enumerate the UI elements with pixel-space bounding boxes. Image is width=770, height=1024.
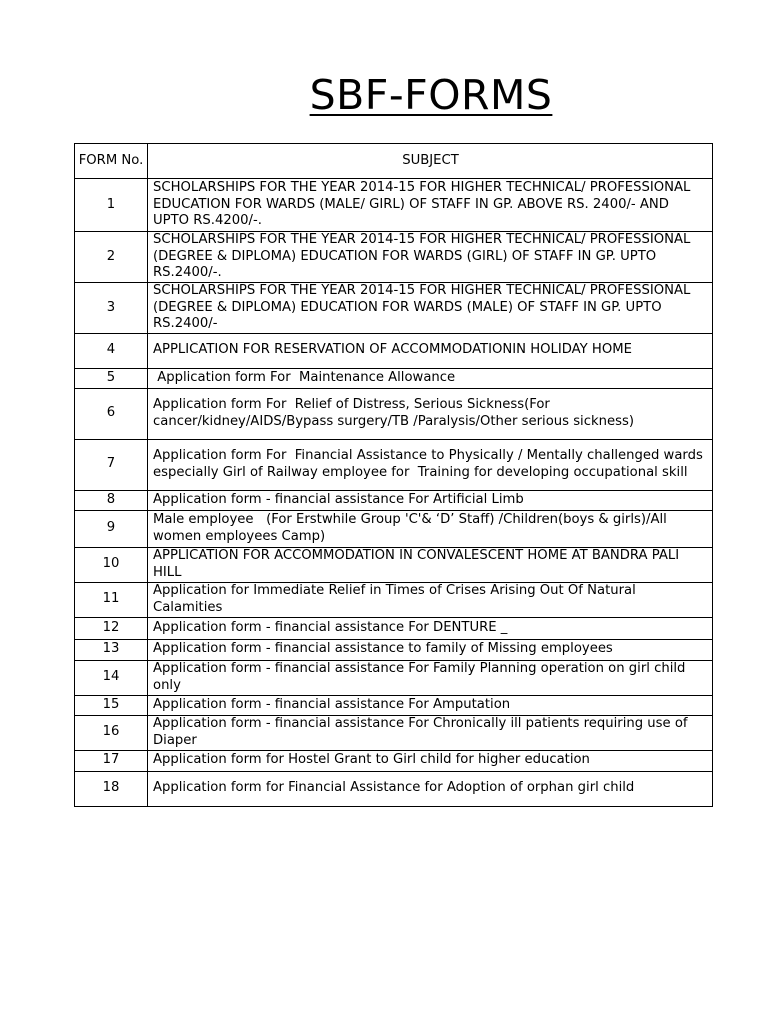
table-row xyxy=(75,715,713,750)
form-subject[interactable]: Application form For Maintenance Allowance xyxy=(148,368,713,388)
table-row xyxy=(75,283,713,334)
table-row xyxy=(75,639,713,660)
table-row xyxy=(75,388,713,439)
form-number: 17 xyxy=(75,750,148,771)
table-row xyxy=(75,510,713,547)
form-number: 14 xyxy=(75,660,148,695)
form-number: 6 xyxy=(75,388,148,439)
form-subject[interactable]: Application form - financial assistance For Amputation xyxy=(148,695,713,715)
form-subject[interactable]: APPLICATION FOR ACCOMMODATION IN CONVALESCENT HOME AT BANDRA PALI HILL xyxy=(148,547,713,582)
form-subject[interactable]: Application for Immediate Relief in Times of Crises Arising Out Of Natural Calamities xyxy=(148,582,713,617)
header-subject: SUBJECT xyxy=(148,144,713,179)
form-number: 12 xyxy=(75,617,148,639)
table-row xyxy=(75,750,713,771)
header-form-no: FORM No. xyxy=(75,144,148,179)
form-number: 10 xyxy=(75,547,148,582)
table-row xyxy=(75,582,713,617)
form-number: 7 xyxy=(75,439,148,490)
table-row xyxy=(75,695,713,715)
form-subject[interactable]: Application form - financial assistance For Artificial Limb xyxy=(148,490,713,510)
form-number: 3 xyxy=(75,283,148,334)
form-number: 4 xyxy=(75,333,148,368)
table-row xyxy=(75,368,713,388)
form-subject[interactable]: APPLICATION FOR RESERVATION OF ACCOMMODATIONIN HOLIDAY HOME xyxy=(148,333,713,368)
form-subject[interactable]: Application form for Financial Assistance for Adoption of orphan girl child xyxy=(148,771,713,806)
table-row xyxy=(75,617,713,639)
table-row xyxy=(75,179,713,232)
form-number: 9 xyxy=(75,510,148,547)
form-subject[interactable]: Male employee (For Erstwhile Group 'C'& ‘D’ Staff) /Children(boys & girls)/All women employees Camp) xyxy=(148,510,713,547)
form-number: 16 xyxy=(75,715,148,750)
form-subject[interactable]: Application form - financial assistance to family of Missing employees xyxy=(148,639,713,660)
form-subject[interactable]: Application form for Hostel Grant to Girl child for higher education xyxy=(148,750,713,771)
forms-table xyxy=(74,143,713,807)
table-row xyxy=(75,490,713,510)
table-row xyxy=(75,439,713,490)
form-subject[interactable]: SCHOLARSHIPS FOR THE YEAR 2014-15 FOR HIGHER TECHNICAL/ PROFESSIONAL EDUCATION FOR WARDS (MALE/ GIRL) OF STAFF IN GP. ABOVE RS. 2400/- AND UPTO RS.4200/-. xyxy=(148,179,713,232)
form-number: 5 xyxy=(75,368,148,388)
form-subject[interactable]: SCHOLARSHIPS FOR THE YEAR 2014-15 FOR HIGHER TECHNICAL/ PROFESSIONAL (DEGREE & DIPLOMA) EDUCATION FOR WARDS (MALE) OF STAFF IN GP. UPTO RS.2400/- xyxy=(148,283,713,334)
form-number: 18 xyxy=(75,771,148,806)
form-subject[interactable]: Application form - financial assistance For Chronically ill patients requiring use of Diaper xyxy=(148,715,713,750)
table-row xyxy=(75,232,713,283)
table-row xyxy=(75,771,713,806)
form-subject[interactable]: SCHOLARSHIPS FOR THE YEAR 2014-15 FOR HIGHER TECHNICAL/ PROFESSIONAL (DEGREE & DIPLOMA) EDUCATION FOR WARDS (GIRL) OF STAFF IN GP. UPTO RS.2400/-. xyxy=(148,232,713,283)
form-number: 13 xyxy=(75,639,148,660)
form-number: 2 xyxy=(75,232,148,283)
form-subject[interactable]: Application form - financial assistance For Family Planning operation on girl child only xyxy=(148,660,713,695)
table-row xyxy=(75,333,713,368)
form-number: 8 xyxy=(75,490,148,510)
table-header-row xyxy=(75,144,713,179)
page-title: SBF-FORMS xyxy=(309,71,553,119)
form-subject[interactable]: Application form For Financial Assistance to Physically / Mentally challenged wards especially Girl of Railway employee for Training for developing occupational skill xyxy=(148,439,713,490)
form-number: 15 xyxy=(75,695,148,715)
form-number: 11 xyxy=(75,582,148,617)
table-row xyxy=(75,660,713,695)
form-number: 1 xyxy=(75,179,148,232)
table-row xyxy=(75,547,713,582)
form-subject[interactable]: Application form - financial assistance For DENTURE _ xyxy=(148,617,713,639)
form-subject[interactable]: Application form For Relief of Distress, Serious Sickness(For cancer/kidney/AIDS/Bypass surgery/TB /Paralysis/Other serious sickness) xyxy=(148,388,713,439)
